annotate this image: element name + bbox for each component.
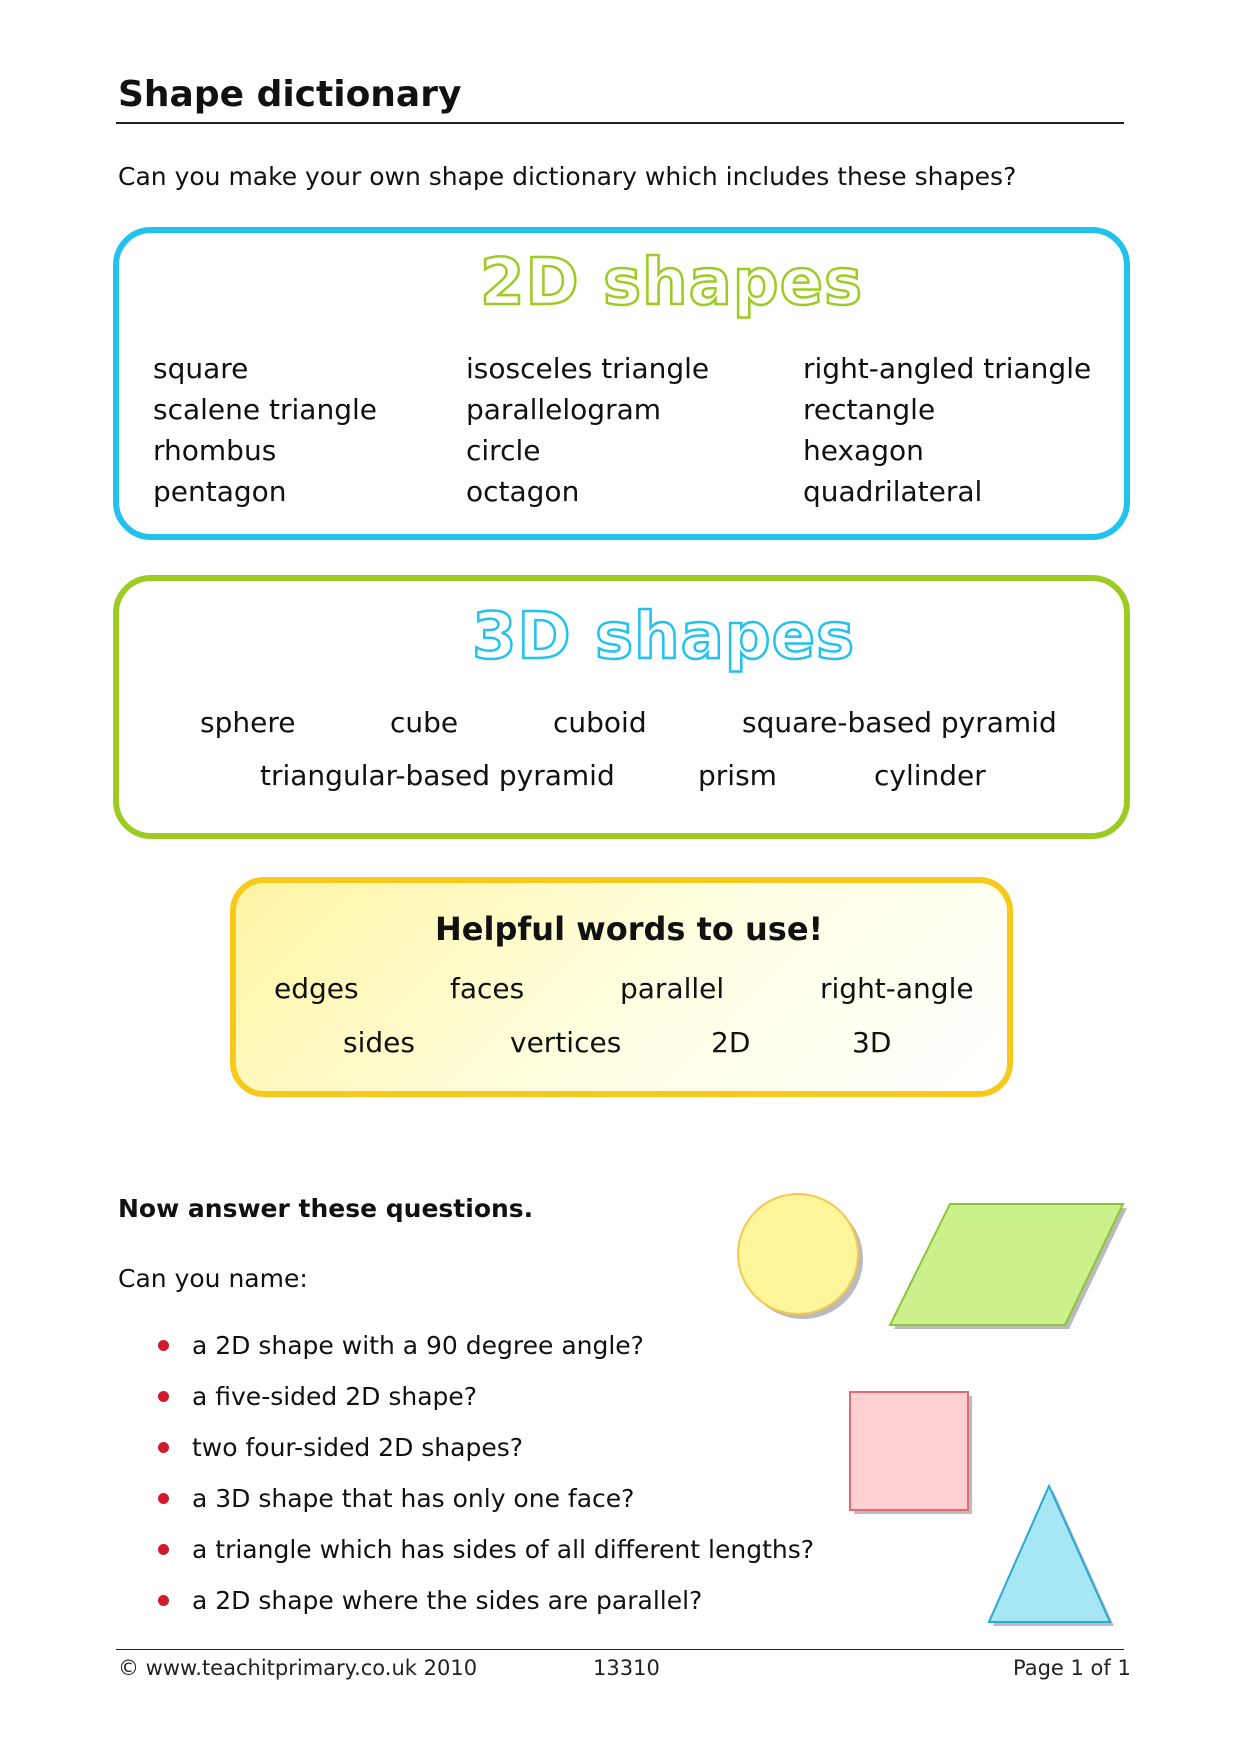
list-item: two four-sided 2D shapes? [158, 1422, 814, 1473]
shapes-2d-column-3 [803, 348, 1091, 512]
shape-word: octagon [466, 475, 580, 508]
triangle-icon [989, 1486, 1114, 1626]
shape-word: parallelogram [466, 393, 662, 426]
bullet-icon [158, 1595, 169, 1606]
footer-page-number: Page 1 of 1 [1013, 1656, 1131, 1680]
helpful-word: parallel [620, 972, 725, 1005]
helpful-word: sides [343, 1026, 415, 1059]
helpful-word: vertices [510, 1026, 622, 1059]
shape-word: square-based pyramid [742, 706, 1057, 739]
helpful-word: 3D [852, 1026, 892, 1059]
shape-word: rectangle [803, 393, 936, 426]
shapes-2d-heading: 2D shapes [480, 246, 864, 320]
page-title: Shape dictionary [118, 74, 462, 115]
parallelogram-icon [890, 1204, 1127, 1329]
helpful-word: 2D [711, 1026, 751, 1059]
shapes-3d-heading: 3D shapes [472, 600, 856, 674]
list-item: a 2D shape with a 90 degree angle? [158, 1320, 814, 1371]
shape-word: isosceles triangle [466, 352, 710, 385]
helpful-word: right-angle [820, 972, 974, 1005]
questions-prompt: Can you name: [118, 1264, 308, 1293]
circle-icon [738, 1194, 863, 1319]
shape-word: cuboid [553, 706, 647, 739]
shape-word: scalene triangle [153, 393, 377, 426]
shape-word: square [153, 352, 249, 385]
footer-divider [116, 1649, 1124, 1650]
shape-word: sphere [200, 706, 296, 739]
shape-word: rhombus [153, 434, 277, 467]
title-divider [116, 122, 1124, 124]
bullet-icon [158, 1442, 169, 1453]
bullet-icon [158, 1544, 169, 1555]
list-item: a triangle which has sides of all different lengths? [158, 1524, 814, 1575]
shape-word: quadrilateral [803, 475, 983, 508]
helpful-word: faces [450, 972, 525, 1005]
shape-word: pentagon [153, 475, 287, 508]
questions-heading: Now answer these questions. [118, 1194, 534, 1223]
shape-word: cube [390, 706, 459, 739]
footer-copyright: © www.teachitprimary.co.uk 2010 [118, 1656, 478, 1680]
bullet-icon [158, 1340, 169, 1351]
shape-word: hexagon [803, 434, 924, 467]
list-item: a 3D shape that has only one face? [158, 1473, 814, 1524]
helpful-words-heading: Helpful words to use! [435, 910, 824, 948]
bullet-icon [158, 1391, 169, 1402]
list-item: a five-sided 2D shape? [158, 1371, 814, 1422]
shape-word: right-angled triangle [803, 352, 1092, 385]
intro-text: Can you make your own shape dictionary which includes these shapes? [118, 162, 1017, 191]
shapes-2d-column-1 [153, 348, 377, 512]
shape-word: prism [698, 759, 777, 792]
shape-illustrations [700, 1180, 1140, 1640]
list-item: a 2D shape where the sides are parallel? [158, 1575, 814, 1626]
shapes-2d-column-2 [466, 348, 709, 512]
shape-word: triangular-based pyramid [260, 759, 615, 792]
shape-word: circle [466, 434, 541, 467]
shape-word: cylinder [874, 759, 986, 792]
bullet-icon [158, 1493, 169, 1504]
helpful-word: edges [274, 972, 359, 1005]
footer-code: 13310 [593, 1656, 660, 1680]
square-icon [850, 1392, 972, 1514]
